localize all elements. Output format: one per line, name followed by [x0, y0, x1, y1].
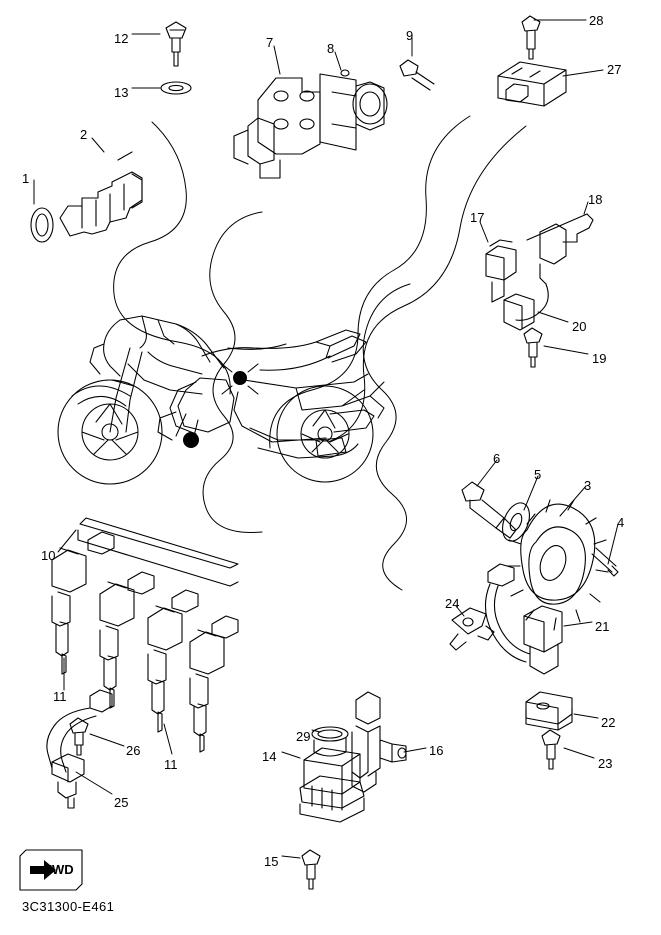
callout-number: 14: [262, 749, 277, 764]
part-24-clamp: [450, 608, 494, 650]
callout-number: 29: [296, 729, 311, 744]
part-19-bolt: [524, 328, 542, 367]
part-17-sensor: [486, 240, 516, 302]
callout-number: 25: [114, 795, 129, 810]
callout-number: 28: [589, 13, 604, 28]
part-28-screw: [522, 16, 540, 59]
part-1-oring: [31, 208, 53, 242]
callout-number: 4: [617, 515, 625, 530]
callout-number: 2: [80, 127, 88, 142]
callout-number: 10: [41, 548, 56, 563]
part-18-rod: [527, 214, 593, 242]
callout-number: 12: [114, 31, 129, 46]
part-21-22-23-switch: [485, 564, 572, 769]
callout-number: 8: [327, 41, 335, 56]
callout-number: 22: [601, 715, 616, 730]
part-13-washer: [161, 82, 191, 94]
callout-number: 23: [598, 756, 613, 771]
callout-number: 18: [588, 192, 603, 207]
callout-number: 16: [429, 743, 444, 758]
callout-number: 27: [607, 62, 622, 77]
part-7-8-9-assembly: [234, 60, 434, 178]
connection-splines: [114, 116, 526, 590]
fwd-label: FWD: [44, 862, 74, 877]
callout-number: 24: [445, 596, 460, 611]
part-25-26-oil-switch: [47, 690, 112, 808]
part-12-bolt: [166, 22, 186, 66]
callout-number: 9: [406, 28, 414, 43]
callout-number: 7: [266, 35, 274, 50]
part-2-coolant-sensor: [60, 152, 142, 236]
part-6-bolt: [462, 482, 516, 538]
part-20-connector: [504, 224, 566, 330]
callout-number: 13: [114, 85, 129, 100]
callout-number: 11: [53, 689, 67, 704]
part-14-29-16-15-pump: [300, 692, 406, 889]
callout-number: 5: [534, 467, 542, 482]
callout-number: 17: [470, 210, 485, 225]
callout-number: 11: [164, 757, 178, 772]
callout-number: 3: [584, 478, 592, 493]
callout-number: 21: [595, 619, 610, 634]
callout-number: 15: [264, 854, 279, 869]
callout-number: 19: [592, 351, 607, 366]
callout-number: 6: [493, 451, 501, 466]
callout-number: 1: [22, 171, 30, 186]
callout-number: 20: [572, 319, 587, 334]
part-27-map-sensor: [498, 62, 566, 106]
part-10-11-ignition-coils: [52, 518, 238, 752]
part-code-label: 3C31300-E461: [22, 899, 115, 914]
callout-number: 26: [126, 743, 141, 758]
